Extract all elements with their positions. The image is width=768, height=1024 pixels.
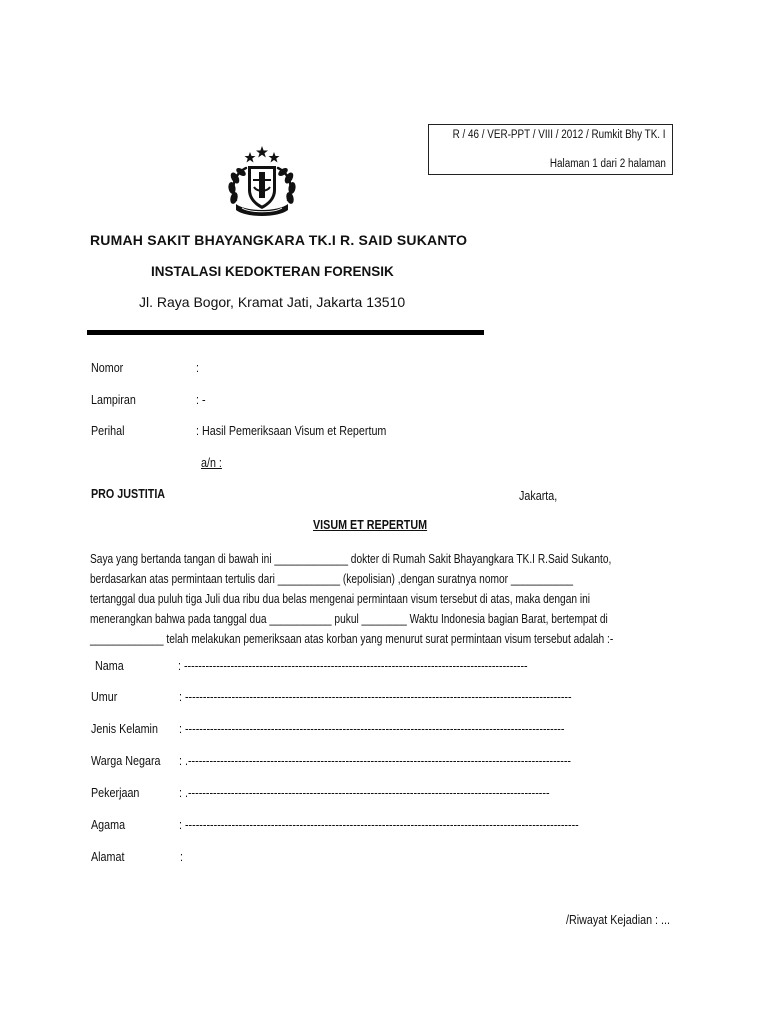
field-agama-value: : -------------------------------------------------------------------------------------------------------------- [179, 818, 579, 832]
lampiran-value: : - [196, 393, 206, 407]
field-jenis-kelamin-label: Jenis Kelamin [91, 722, 158, 736]
field-umur-label: Umur [91, 690, 118, 704]
body-line-3: tertanggal dua puluh tiga Juli dua ribu dua belas mengenai permintaan visum tersebut di atas, maka dengan ini [90, 592, 591, 606]
field-warga-negara-value: : .----------------------------------------------------------------------------------------------------------- [179, 754, 572, 768]
nomor-label: Nomor [91, 361, 124, 375]
perihal-value: : Hasil Pemeriksaan Visum et Repertum [196, 424, 387, 438]
field-pekerjaan-value: : .----------------------------------------------------------------------------------------------------- [179, 786, 550, 800]
reference-number: R / 46 / VER-PPT / VIII / 2012 / Rumkit Bhy TK. I [453, 129, 666, 141]
institution-name: RUMAH SAKIT BHAYANGKARA TK.I R. SAID SUKANTO [90, 232, 468, 248]
field-umur-value: : ------------------------------------------------------------------------------------------------------------ [179, 690, 572, 704]
body-line-2: berdasarkan atas permintaan tertulis dari ___________ (kepolisian) ,dengan suratnya nomor ___________ [90, 572, 574, 586]
field-warga-negara-label: Warga Negara [91, 754, 161, 768]
lampiran-label: Lampiran [91, 393, 136, 407]
nomor-value: : [196, 361, 199, 375]
field-alamat-label: Alamat [91, 850, 125, 864]
continuation-note: /Riwayat Kejadian : ... [566, 913, 670, 927]
body-line-1: Saya yang bertanda tangan di bawah ini _____________ dokter di Rumah Sakit Bhayangkara TK.I R.Said Sukanto, [90, 552, 612, 566]
police-emblem-logo [222, 142, 302, 222]
atas-nama-label: a/n : [201, 456, 222, 470]
institution-address: Jl. Raya Bogor, Kramat Jati, Jakarta 13510 [139, 294, 406, 310]
city-date: Jakarta, [519, 489, 558, 503]
body-line-4: menerangkan bahwa pada tanggal dua ___________ pukul ________ Waktu Indonesia bagian Barat, bertempat di [90, 612, 608, 626]
department-name: INSTALASI KEDOKTERAN FORENSIK [151, 264, 394, 279]
field-nama-label: Nama [95, 659, 124, 673]
document-title: VISUM ET REPERTUM [313, 518, 428, 532]
reference-box [428, 124, 673, 175]
field-agama-label: Agama [91, 818, 126, 832]
field-pekerjaan-label: Pekerjaan [91, 786, 140, 800]
page-indicator: Halaman 1 dari 2 halaman [549, 158, 666, 170]
perihal-label: Perihal [91, 424, 125, 438]
field-alamat-value: : [180, 850, 183, 864]
pro-justitia-label: PRO JUSTITIA [91, 487, 166, 501]
header-divider [87, 330, 484, 335]
field-nama-value: : ------------------------------------------------------------------------------------------------ [178, 659, 528, 673]
body-line-5: _____________ telah melakukan pemeriksaan atas korban yang menurut surat permintaan visum tersebut adalah :- [90, 632, 614, 646]
field-jenis-kelamin-value: : ---------------------------------------------------------------------------------------------------------- [179, 722, 565, 736]
